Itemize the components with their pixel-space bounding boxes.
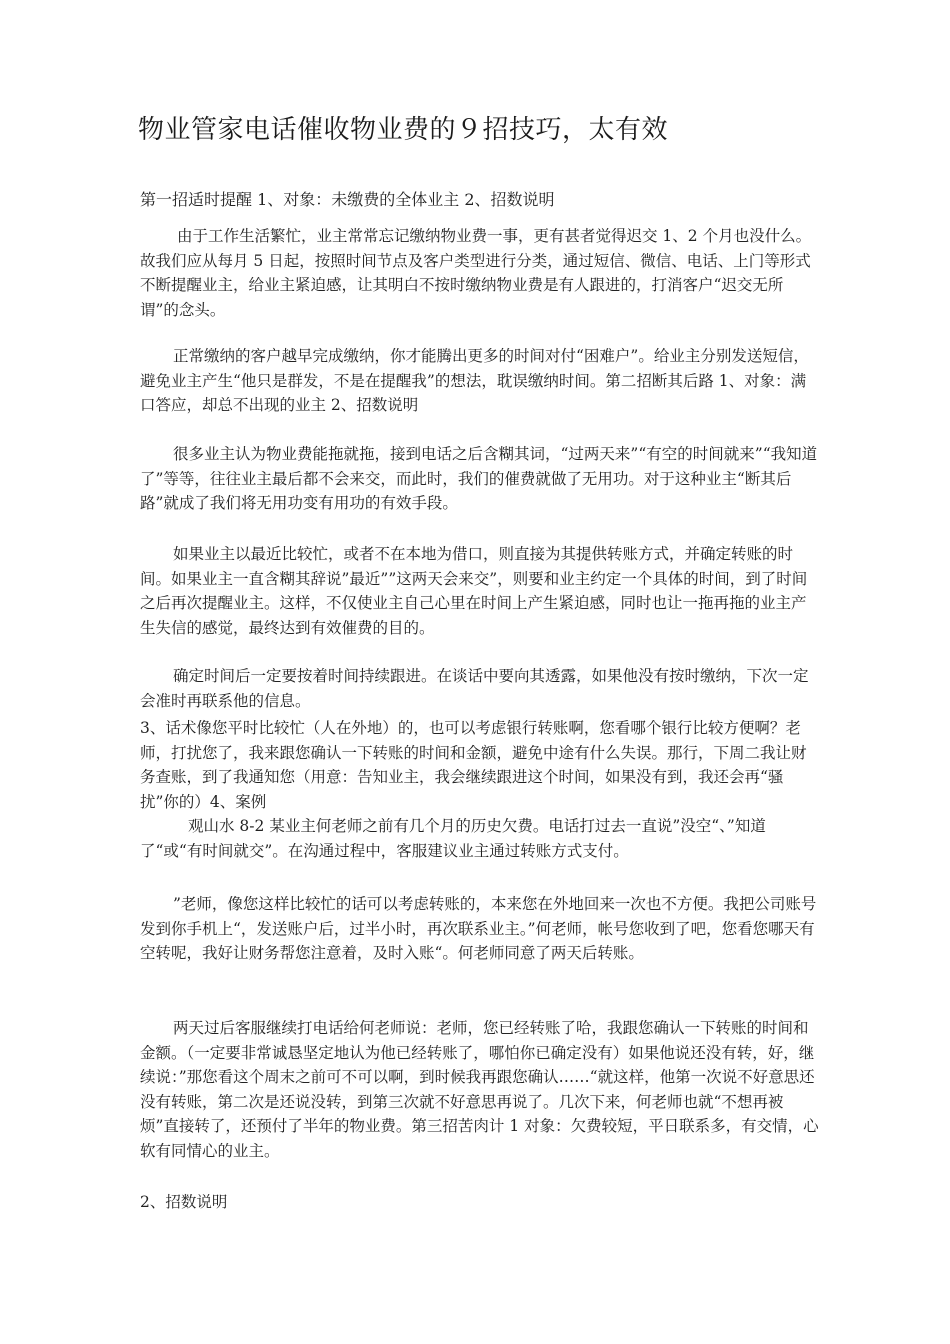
paragraph-1: 由于工作生活繁忙，业主常常忘记缴纳物业费一事，更有甚者觉得迟交 1、2 个月也没什么。故我们应从每月 5 日起，按照时间节点及客户类型进行分类，通过短信、微信、电话、上门等形式不断提醒业主，给业主紧迫感，让其明白不按时缴纳物业费是有人跟进的，打消客户“迟交无所谓”的念头。 [140, 227, 812, 319]
document-title: 物业管家电话催收物业费的９招技巧，太有效 [138, 115, 669, 145]
paragraph-5: 确定时间后一定要按着时间持续跟进。在谈话中要向其透露，如果他没有按时缴纳，下次一定会准时再联系他的信息。 [140, 667, 809, 710]
paragraph-3: 很多业主认为物业费能拖就拖，接到电话之后含糊其词，“过两天来”“有空的时间就来”“我知道了”等等，往往业主最后都不会来交，而此时，我们的催费就做了无用功。对于这种业主“断其后路”就成了我们将无用功变有用功的有效手段。 [140, 445, 818, 512]
paragraph-6: 3、话术像您平时比较忙（人在外地）的，也可以考虑银行转账啊，您看哪个银行比较方便啊？老师，打扰您了，我来跟您确认一下转账的时间和金额，避免中途有什么失误。那行，下周二我让财务查账，到了我通知您（用意：告知业主，我会继续跟进这个时间，如果没有到，我还会再“骚扰”你的）4、案例 [140, 719, 807, 811]
paragraph-2: 正常缴纳的客户越早完成缴纳，你才能腾出更多的时间对付“困难户”。给业主分别发送短信，避免业主产生“他只是群发，不是在提醒我”的想法，耽误缴纳时间。第二招断其后路 1、对象：满口答应，却总不出现的业主 2、招数说明 [140, 347, 809, 414]
section-heading-1: 第一招适时提醒 1、对象：未缴费的全体业主 2、招数说明 [140, 190, 555, 209]
paragraph-9: 两天过后客服继续打电话给何老师说：老师，您已经转账了哈，我跟您确认一下转账的时间和金额。（一定要非常诚恳坚定地认为他已经转账了，哪怕你已确定没有）如果他说还没有转，好，继续说：”那您看这个周末之前可不可以啊，到时候我再跟您确认……“就这样，他第一次说不好意思还没有转账，第二次是还说没转，到第三次就不好意思再说了。几次下来，何老师也就“不想再被烦”直接转了，还预付了半年的物业费。第三招苦肉计 1 对象：欠费较短，平日联系多，有交情，心软有同情心的业主。 [140, 1019, 819, 1160]
paragraph-4: 如果业主以最近比较忙，或者不在本地为借口，则直接为其提供转账方式，并确定转账的时间。如果业主一直含糊其辞说”最近””这两天会来交”，则要和业主约定一个具体的时间，到了时间之后再次提醒业主。这样，不仅使业主自己心里在时间上产生紧迫感，同时也让一拖再拖的业主产生失信的感觉，最终达到有效催费的目的。 [140, 545, 808, 637]
paragraph-7: 观山水 8-2 某业主何老师之前有几个月的历史欠费。电话打过去一直说”没空“、”知道了“或“有时间就交”。在沟通过程中，客服建议业主通过转账方式支付。 [140, 817, 766, 860]
paragraph-8: ”老师，像您这样比较忙的话可以考虑转账的，本来您在外地回来一次也不方便。我把公司账号发到你手机上“，发送账户后，过半小时，再次联系业主。”何老师，帐号您收到了吧，您看您哪天有空转呢，我好让财务帮您注意着，及时入账“。何老师同意了两天后转账。 [140, 895, 817, 962]
paragraph-10: 2、招数说明 [140, 1193, 228, 1211]
